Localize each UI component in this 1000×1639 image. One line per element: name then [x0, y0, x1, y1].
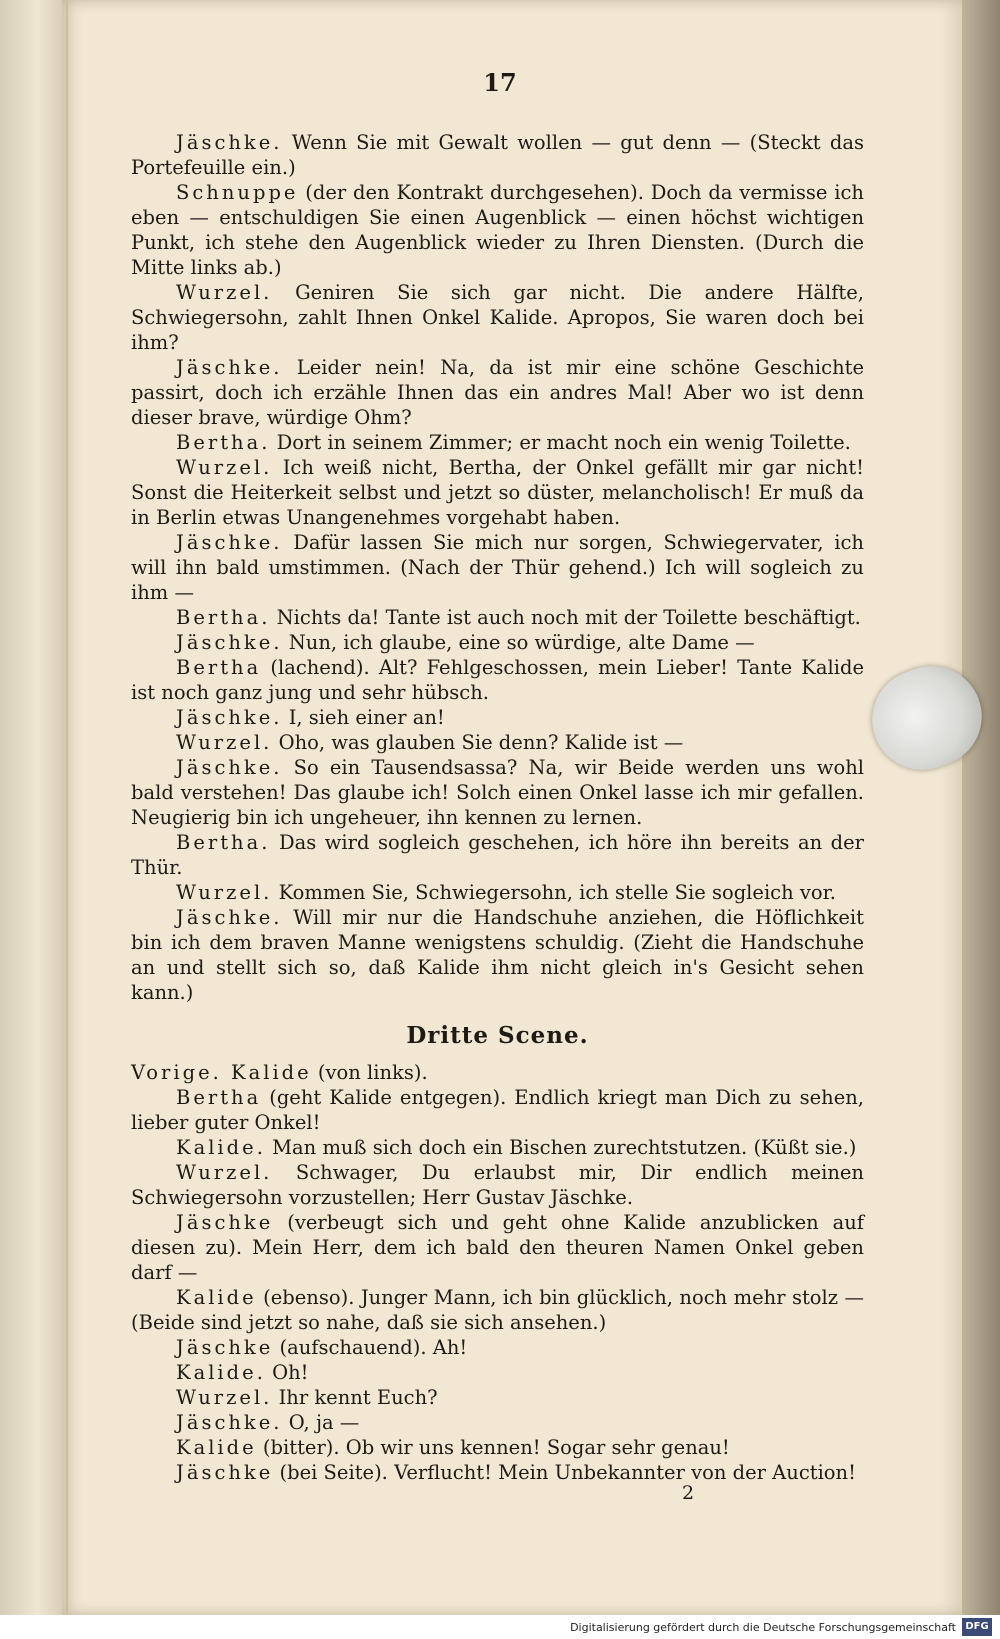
speaker-name: Jäschke.: [176, 631, 283, 654]
speaker-name: Wurzel.: [176, 456, 273, 479]
line-text: O, ja —: [282, 1411, 360, 1434]
line-text: Geniren Sie sich gar nicht. Die andere Hälfte, Schwiegersohn, zahlt Ihnen Onkel Kalide. Apropos, Sie waren doch bei ihm?: [131, 281, 864, 354]
page-number: 17: [483, 68, 517, 97]
dialogue-line: [131, 1435, 864, 1460]
speaker-name: Bertha.: [176, 831, 271, 854]
dialogue-line: [131, 455, 864, 530]
speaker-name: Schnuppe: [176, 181, 299, 204]
dialogue-line: [131, 530, 864, 605]
speaker-name: Jäschke: [176, 1461, 274, 1484]
speaker-name: Kalide.: [176, 1136, 266, 1159]
page-gutter: [66, 0, 68, 1615]
dialogue-line: [131, 1360, 864, 1385]
speaker-name: Wurzel.: [176, 1161, 273, 1184]
cast-speaker-2: Kalide: [221, 1061, 312, 1084]
dialogue-line: [131, 880, 864, 905]
dialogue-part-2: [131, 1085, 864, 1485]
dialogue-line: [131, 1460, 864, 1485]
dialogue-line: [131, 905, 864, 1005]
dfg-logo: DFG: [962, 1618, 992, 1636]
speaker-name: Bertha: [176, 1086, 262, 1109]
line-text: Will mir nur die Handschuhe anziehen, die Höflichkeit bin ich dem braven Manne wenigstens schuldig. (Zieht die Handschuhe an und stellt sich so, daß Kalide ihm nicht gleich in's Gesicht sehen kann.): [131, 906, 864, 1004]
footer-credit: Digitalisierung gefördert durch die Deutsche Forschungsgemeinschaft: [570, 1621, 956, 1634]
dialogue-line: [131, 1160, 864, 1210]
line-text: Wenn Sie mit Gewalt wollen — gut denn — (Steckt das Portefeuille ein.): [131, 131, 864, 179]
line-text: Man muß sich doch ein Bischen zurechtstutzen. (Küßt sie.): [265, 1136, 857, 1159]
speaker-name: Bertha: [176, 656, 262, 679]
line-text: (aufschauend). Ah!: [273, 1336, 468, 1359]
line-text: (lachend). Alt? Fehlgeschossen, mein Lieber! Tante Kalide ist noch ganz jung und sehr hübsch.: [131, 656, 864, 704]
line-text: Oh!: [265, 1361, 309, 1384]
line-text: (bei Seite). Verflucht! Mein Unbekannter von der Auction!: [273, 1461, 856, 1484]
speaker-name: Wurzel.: [176, 731, 273, 754]
line-text: Nichts da! Tante ist auch noch mit der Toilette beschäftigt.: [270, 606, 861, 629]
speaker-name: Kalide: [176, 1286, 257, 1309]
speaker-name: Jäschke.: [176, 706, 283, 729]
dialogue-line: [131, 1135, 864, 1160]
line-text: Nun, ich glaube, eine so würdige, alte Dame —: [282, 631, 755, 654]
speaker-name: Kalide: [176, 1436, 257, 1459]
book-right-edge: [962, 0, 1000, 1615]
dialogue-line: [131, 355, 864, 430]
dialogue-line: [131, 180, 864, 280]
dialogue-line: [131, 130, 864, 180]
cast-direction: (von links).: [311, 1061, 428, 1084]
speaker-name: Bertha.: [176, 606, 271, 629]
dialogue-line: [131, 605, 864, 630]
speaker-name: Jäschke.: [176, 131, 283, 154]
speaker-name: Kalide.: [176, 1361, 266, 1384]
scene-heading: Dritte Scene.: [406, 1022, 589, 1049]
speaker-name: Jäschke.: [176, 1411, 283, 1434]
speaker-name: Wurzel.: [176, 281, 273, 304]
line-text: (bitter). Ob wir uns kennen! Sogar sehr genau!: [256, 1436, 730, 1459]
line-text: Kommen Sie, Schwiegersohn, ich stelle Sie sogleich vor.: [272, 881, 836, 904]
line-text: I, sieh einer an!: [282, 706, 445, 729]
dialogue-line: [131, 1085, 864, 1135]
line-text: Dafür lassen Sie mich nur sorgen, Schwiegervater, ich will ihn bald umstimmen. (Nach der Thür gehend.) Ich will sogleich zu ihm —: [131, 531, 864, 604]
dialogue-part-1: [131, 130, 864, 1005]
speaker-name: Jäschke: [176, 1336, 274, 1359]
line-text: (der den Kontrakt durchgesehen). Doch da vermisse ich eben — entschuldigen Sie einen Augenblick — einen höchst wichtigen Punkt, ich stehe den Augenblick wieder zu Ihren Diensten. (Durch die Mitte links ab.): [131, 181, 864, 279]
line-text: Schwager, Du erlaubst mir, Dir endlich meinen Schwiegersohn vorzustellen; Herr Gustav Jäschke.: [131, 1161, 864, 1209]
dialogue-line: [131, 1410, 864, 1435]
dialogue-line: [131, 280, 864, 355]
dialogue-line: [131, 1385, 864, 1410]
speaker-name: Jäschke.: [176, 756, 283, 779]
dialogue-line: [131, 730, 864, 755]
speaker-name: Jäschke.: [176, 906, 283, 929]
play-text: [131, 130, 864, 1485]
dialogue-line: [131, 1285, 864, 1335]
speaker-name: Wurzel.: [176, 1386, 273, 1409]
dialogue-line: [131, 705, 864, 730]
dialogue-line: [131, 655, 864, 705]
speaker-name: Jäschke.: [176, 531, 283, 554]
signature-mark: 2: [682, 1482, 695, 1504]
line-text: Ihr kennt Euch?: [272, 1386, 438, 1409]
line-text: Leider nein! Na, da ist mir eine schöne Geschichte passirt, doch ich erzähle Ihnen das ein andres Mal! Aber wo ist denn dieser brave, würdige Ohm?: [131, 356, 864, 429]
dialogue-line: [131, 1335, 864, 1360]
cast-speaker: Vorige.: [131, 1061, 222, 1084]
speaker-name: Bertha.: [176, 431, 271, 454]
adjacent-page-edge: [0, 0, 62, 1639]
line-text: (verbeugt sich und geht ohne Kalide anzublicken auf diesen zu). Mein Herr, dem ich bald den theuren Namen Onkel geben darf —: [131, 1211, 864, 1284]
line-text: (ebenso). Junger Mann, ich bin glücklich, noch mehr stolz — (Beide sind jetzt so nahe, daß sie sich ansehen.): [131, 1286, 864, 1334]
line-text: (geht Kalide entgegen). Endlich kriegt man Dich zu sehen, lieber guter Onkel!: [131, 1086, 864, 1134]
line-text: Oho, was glauben Sie denn? Kalide ist —: [272, 731, 684, 754]
dialogue-line: [131, 430, 864, 455]
line-text: Dort in seinem Zimmer; er macht noch ein wenig Toilette.: [270, 431, 851, 454]
line-text: Ich weiß nicht, Bertha, der Onkel gefällt mir gar nicht! Sonst die Heiterkeit selbst und jetzt so düster, melancholisch! Er muß da in Berlin etwas Unangenehmes vorgehabt haben.: [131, 456, 864, 529]
dialogue-line: [131, 830, 864, 880]
dialogue-line: [131, 755, 864, 830]
speaker-name: Jäschke.: [176, 356, 283, 379]
dialogue-line: [131, 1210, 864, 1285]
dialogue-line: [131, 630, 864, 655]
scene-cast: [131, 1060, 864, 1085]
speaker-name: Jäschke: [176, 1211, 274, 1234]
line-text: Das wird sogleich geschehen, ich höre ihn bereits an der Thür.: [131, 831, 864, 879]
line-text: So ein Tausendsassa? Na, wir Beide werden uns wohl bald verstehen! Das glaube ich! Solch einen Onkel lasse ich mir gefallen. Neugierig bin ich ungeheuer, ihn kennen zu lernen.: [131, 756, 864, 829]
speaker-name: Wurzel.: [176, 881, 273, 904]
